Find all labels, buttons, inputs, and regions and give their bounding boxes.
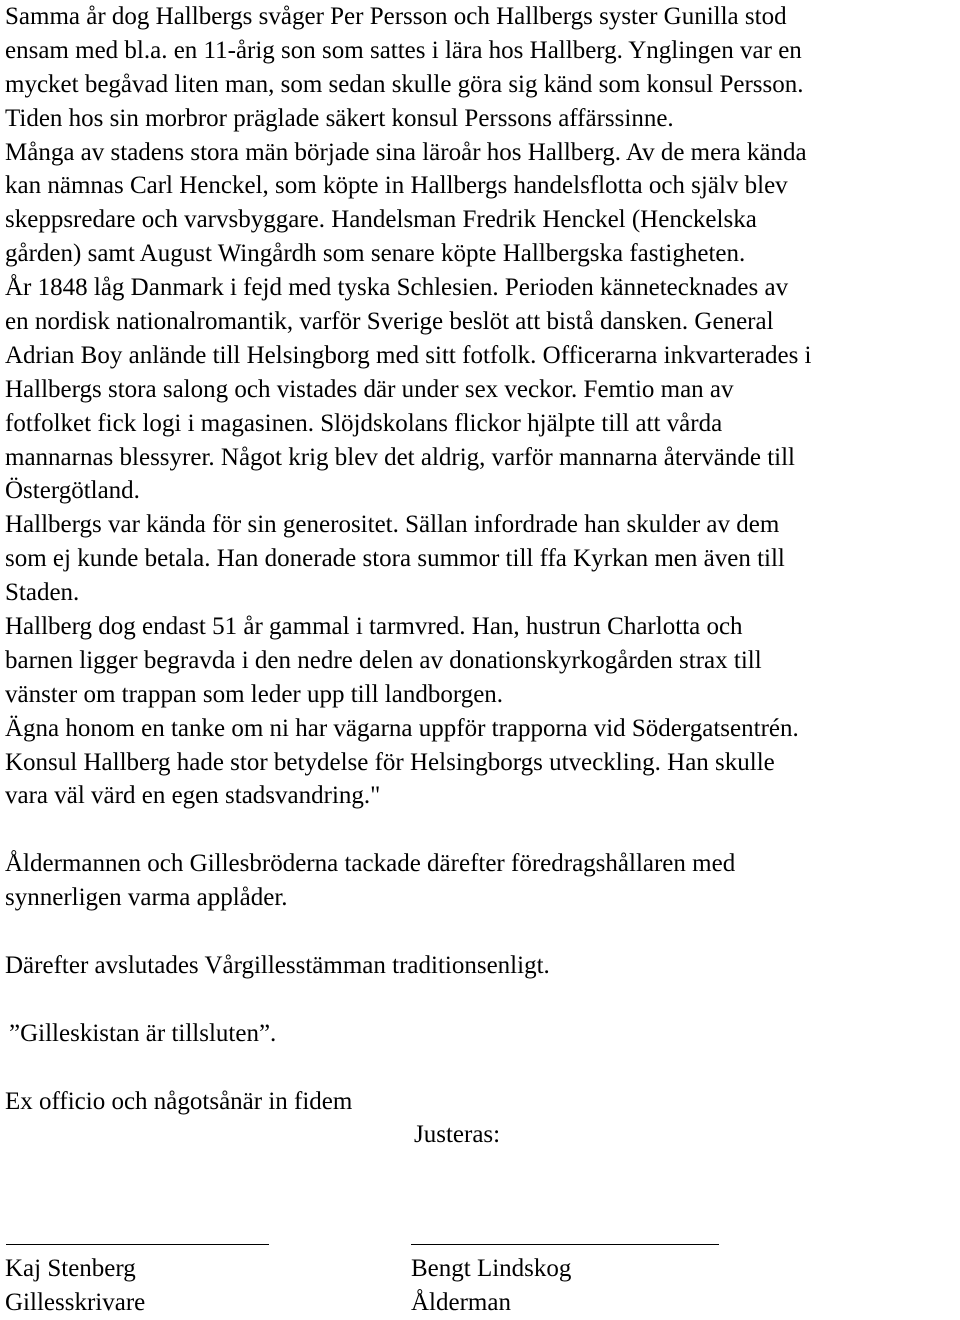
body-line: vara väl värd en egen stadsvandring." <box>5 782 381 810</box>
ending-line: Därefter avslutades Vårgillesstämman traditionsenligt. <box>5 951 550 979</box>
body-line: Hallberg dog endast 51 år gammal i tarmvred. Han, hustrun Charlotta och <box>5 613 743 641</box>
body-line: gården) samt August Wingårdh som senare köpte Hallbergska fastigheten. <box>5 240 746 268</box>
body-line: Ägna honom en tanke om ni har vägarna uppför trapporna vid Södergatsentrén. <box>5 714 799 742</box>
body-line: fotfolket fick logi i magasinen. Slöjdskolans flickor hjälpte till att vårda <box>5 409 723 437</box>
thanks-line: Åldermannen och Gillesbröderna tackade därefter föredragshållaren med <box>5 850 736 878</box>
left-signer-title: Gillesskrivare <box>5 1289 146 1316</box>
paragraph-gap <box>5 915 957 949</box>
body-line: kan nämnas Carl Henckel, som köpte in Hallbergs handelsflotta och själv blev <box>5 172 788 200</box>
document-body <box>5 0 957 1118</box>
body-line: Samma år dog Hallbergs svåger Per Persson och Hallbergs syster Gunilla stod <box>5 3 787 30</box>
body-line: Hallbergs stora salong och vistades där under sex veckor. Femtio man av <box>5 375 734 403</box>
paragraph-gap <box>5 983 957 1017</box>
body-line: År 1848 låg Danmark i fejd med tyska Schlesien. Perioden kännetecknades av <box>5 274 789 302</box>
body-line: Konsul Hallberg hade stor betydelse för Helsingborgs utveckling. Han skulle <box>5 748 775 776</box>
left-signature-line <box>6 1244 269 1245</box>
body-line: vänster om trappan som leder upp till landborgen. <box>5 680 504 708</box>
thanks-line: synnerligen varma applåder. <box>5 884 288 912</box>
ex-officio-line: Ex officio och någotsånär in fidem <box>5 1087 353 1115</box>
right-signature-line <box>411 1244 719 1245</box>
body-line: Tiden hos sin morbror präglade säkert konsul Perssons affärssinne. <box>5 104 674 132</box>
body-line: mannarnas blessyrer. Något krig blev det aldrig, varför mannarna återvände till <box>5 443 795 471</box>
body-line: mycket begåvad liten man, som sedan skulle göra sig känd som konsul Persson. <box>5 70 804 98</box>
right-signer-name: Bengt Lindskog <box>411 1255 572 1282</box>
body-line: Östergötland. <box>5 477 140 505</box>
paragraph-gap <box>5 813 957 847</box>
body-line: som ej kunde betala. Han donerade stora summor till ffa Kyrkan men även till <box>5 545 785 573</box>
chest-closed-line: ”Gilleskistan är tillsluten”. <box>9 1019 277 1047</box>
body-line: barnen ligger begravda i den nedre delen av donationskyrkogården strax till <box>5 646 762 674</box>
right-signer-title: Ålderman <box>411 1289 511 1316</box>
body-line: Adrian Boy anlände till Helsingborg med sitt fotfolk. Officerarna inkvarterades i <box>5 341 812 369</box>
body-line: ensam med bl.a. en 11-årig son som sattes i lära hos Hallberg. Ynglingen var en <box>5 36 802 64</box>
left-signer-name: Kaj Stenberg <box>5 1255 136 1282</box>
body-line: en nordisk nationalromantik, varför Sverige beslöt att bistå dansken. General <box>5 308 774 336</box>
body-line: Hallbergs var kända för sin generositet. Sällan infordrade han skulder av dem <box>5 511 780 539</box>
body-line: Många av stadens stora män började sina läroår hos Hallberg. Av de mera kända <box>5 138 807 166</box>
paragraph-gap <box>5 1051 957 1085</box>
body-line: skeppsredare och varvsbyggare. Handelsman Fredrik Henckel (Henckelska <box>5 206 757 234</box>
body-line: Staden. <box>5 579 80 607</box>
adjusted-label: Justeras: <box>414 1121 501 1148</box>
